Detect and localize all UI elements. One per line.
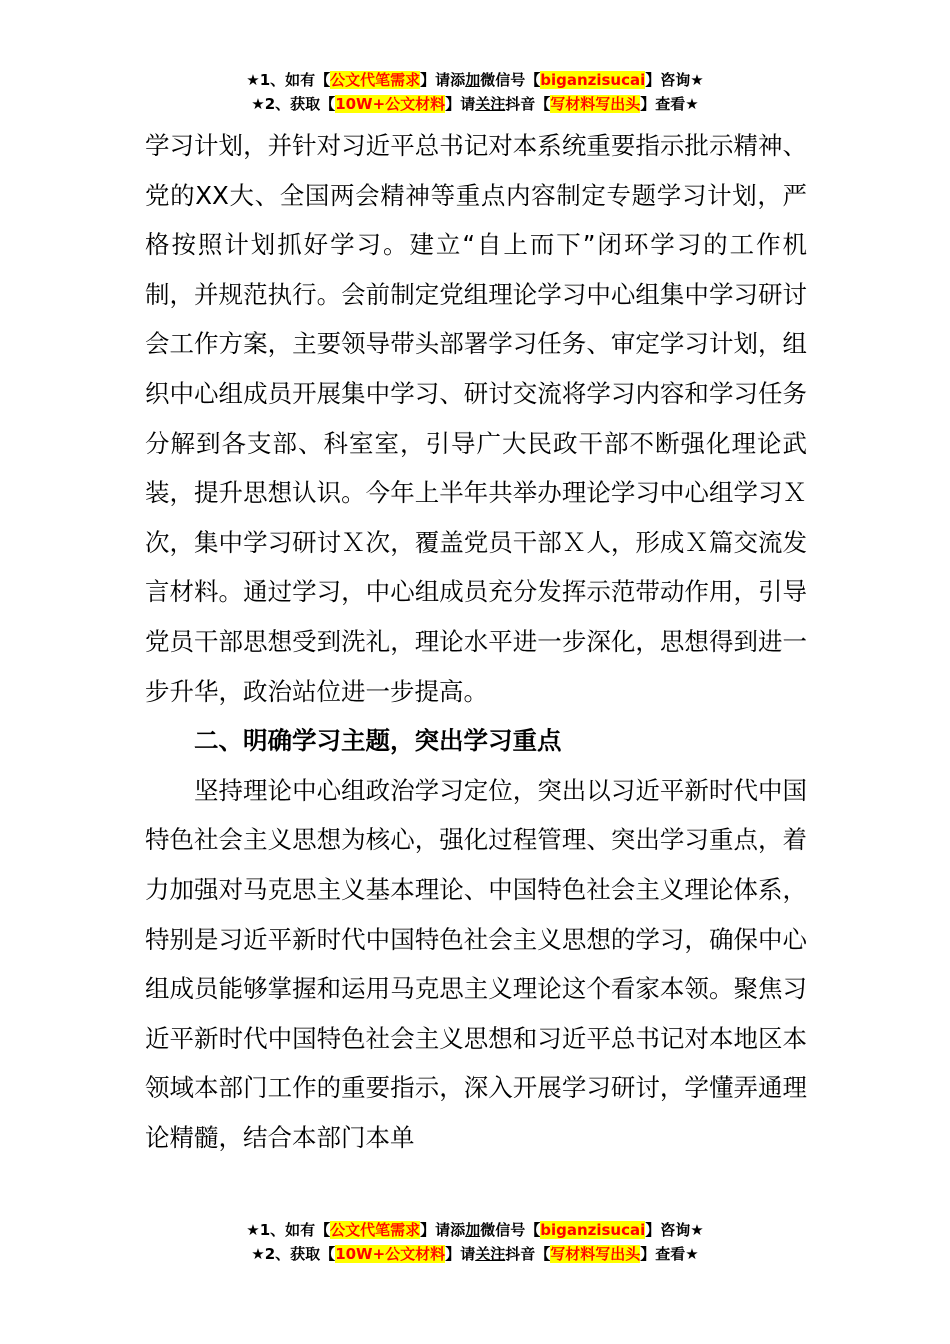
- banner-line-1-suffix: 】咨询★: [645, 71, 704, 89]
- footer-line-2-underlined: 关注: [475, 1245, 506, 1263]
- body-paragraph-continued: 学习计划，并针对习近平总书记对本系统重要指示批示精神、党的XX大、全国两会精神等重点内容制定专题学习计划，严格按照计划抓好学习。建立“自上而下”闭环学习的工作机制，并规范执行。会前制定党组理论学习中心组集中学习研讨会工作方案，主要领导带头部署学习任务、审定学习计划，组织中心组成员开展集中学习、研讨交流将学习内容和学习任务分解到各支部、科室室，引导广大民政干部不断强化理论武装，提升思想认识。今年上半年共举办理论学习中心组学习Ｘ次，集中学习研讨Ｘ次，覆盖党员干部Ｘ人，形成Ｘ篇交流发言材料。通过学习，中心组成员充分发挥示范带动作用，引导党员干部思想受到洗礼，理论水平进一步深化，思想得到进一步升华，政治站位进一步提高。: [145, 131, 807, 706]
- document-body: [145, 121, 807, 1162]
- banner-line-2-highlight-account: 写材料写出头: [550, 95, 641, 113]
- footer-line-1-highlight-wechat-id: biganzisucai: [540, 1221, 646, 1239]
- footer-line-2-highlight-materials: 10W+公文材料: [335, 1245, 446, 1263]
- banner-line-2-mid-2: 抖音【: [505, 95, 551, 113]
- footer-line-1-suffix: 】咨询★: [645, 1221, 704, 1239]
- footer-line-1-prefix: ★1、如有【: [246, 1221, 331, 1239]
- footer-line-1-underlined: 加: [465, 1221, 481, 1239]
- banner-line-2: [0, 92, 950, 116]
- footer-line-2-prefix: ★2、获取【: [251, 1245, 336, 1263]
- footer-banner-line-1: [0, 1218, 950, 1242]
- banner-line-1-highlight-service: 公文代笔需求: [330, 71, 421, 89]
- footer-line-1-highlight-service: 公文代笔需求: [330, 1221, 421, 1239]
- footer-line-2-mid-2: 抖音【: [505, 1245, 551, 1263]
- banner-line-1-mid: 】请添: [420, 71, 466, 89]
- footer-line-2-mid: 】请: [445, 1245, 476, 1263]
- banner-line-1: [0, 68, 950, 92]
- footer-line-2-suffix: 】查看★: [640, 1245, 699, 1263]
- banner-line-2-mid: 】请: [445, 95, 476, 113]
- section-heading-2: 二、明确学习主题，突出学习重点: [194, 726, 562, 756]
- banner-line-1-highlight-wechat-id: biganzisucai: [540, 71, 646, 89]
- footer-line-1-mid-2: 微信号【: [480, 1221, 541, 1239]
- banner-line-2-prefix: ★2、获取【: [251, 95, 336, 113]
- banner-line-1-underlined: 加: [465, 71, 481, 89]
- banner-line-1-mid-2: 微信号【: [480, 71, 541, 89]
- banner-line-2-suffix: 】查看★: [640, 95, 699, 113]
- body-paragraph-section-2: 坚持理论中心组政治学习定位，突出以习近平新时代中国特色社会主义思想为核心，强化过程管理、突出学习重点，着力加强对马克思主义基本理论、中国特色社会主义理论体系，特别是习近平新时代中国特色社会主义思想的学习，确保中心组成员能够掌握和运用马克思主义理论这个看家本领。聚焦习近平新时代中国特色社会主义思想和习近平总书记对本地区本领域本部门工作的重要指示，深入开展学习研讨，学懂弄通理论精髓，结合本部门本单: [145, 775, 807, 1152]
- footer-line-2-highlight-account: 写材料写出头: [550, 1245, 641, 1263]
- footer-banner-line-2: [0, 1242, 950, 1266]
- banner-line-1-prefix: ★1、如有【: [246, 71, 331, 89]
- footer-banner: [0, 1218, 950, 1266]
- banner-line-2-underlined: 关注: [475, 95, 506, 113]
- header-banner: [0, 68, 950, 116]
- footer-line-1-mid: 】请添: [420, 1221, 466, 1239]
- banner-line-2-highlight-materials: 10W+公文材料: [335, 95, 446, 113]
